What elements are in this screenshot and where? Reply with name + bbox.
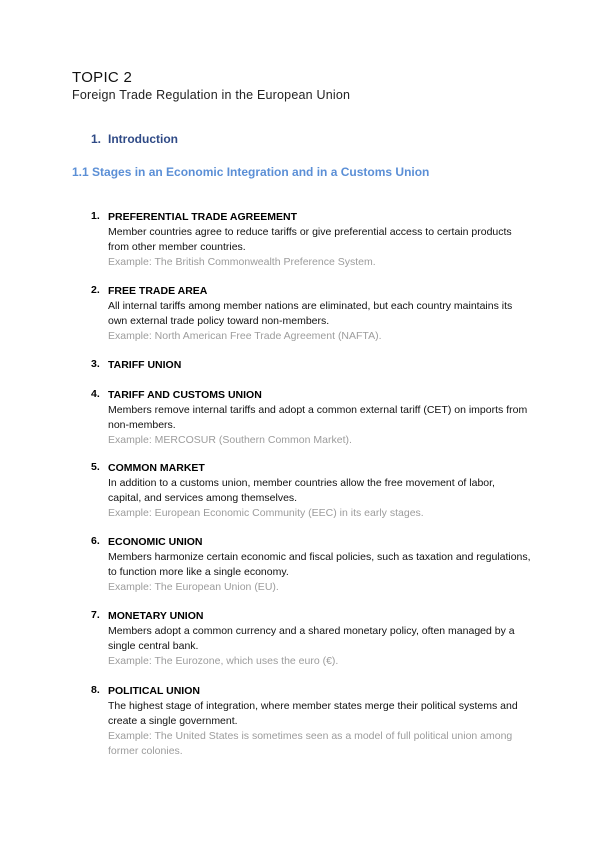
stage-title: POLITICAL UNION: [108, 685, 200, 697]
stage-number: 5.: [91, 461, 100, 473]
stage-description: The highest stage of integration, where member states merge their political systems and create a single government.: [108, 700, 518, 727]
stage-item: [91, 609, 531, 684]
stage-number: 8.: [91, 684, 100, 696]
stage-description: In addition to a customs union, member countries allow the free movement of labor, capital, and services among themselves.: [108, 477, 495, 504]
stage-example: Example: The Eurozone, which uses the euro (€).: [108, 655, 339, 667]
topic-title: TOPIC 2: [72, 69, 133, 86]
stage-number: 2.: [91, 284, 100, 296]
stage-title: PREFERENTIAL TRADE AGREEMENT: [108, 211, 298, 223]
stage-title: TARIFF UNION: [108, 359, 182, 371]
section-title: Introduction: [108, 132, 178, 146]
stage-number: 6.: [91, 535, 100, 547]
stage-item: [91, 284, 531, 358]
stage-number: 1.: [91, 210, 100, 222]
stage-description: Members adopt a common currency and a shared monetary policy, often managed by a single central bank.: [108, 625, 515, 652]
stage-item: [91, 461, 531, 535]
stage-title: ECONOMIC UNION: [108, 536, 203, 548]
stage-number: 3.: [91, 358, 100, 370]
stage-title: FREE TRADE AREA: [108, 285, 208, 297]
stage-example: Example: The European Union (EU).: [108, 581, 279, 593]
section-heading: [91, 132, 178, 146]
stage-number: 7.: [91, 609, 100, 621]
stage-title: TARIFF AND CUSTOMS UNION: [108, 389, 262, 401]
stage-item: [91, 535, 531, 609]
topic-subtitle: Foreign Trade Regulation in the European Union: [72, 88, 351, 102]
stage-item: [91, 358, 531, 388]
stage-example: Example: The United States is sometimes seen as a model of full political union among former colonies.: [108, 730, 513, 757]
stage-example: Example: The British Commonwealth Preference System.: [108, 256, 376, 268]
stage-description: Members harmonize certain economic and fiscal policies, such as taxation and regulations, to function more like a single economy.: [108, 551, 531, 578]
stage-item: [91, 684, 531, 758]
stages-list: [91, 210, 531, 758]
stage-description: Member countries agree to reduce tariffs or give preferential access to certain products from other member countries.: [108, 226, 512, 253]
stage-example: Example: MERCOSUR (Southern Common Market).: [108, 434, 352, 446]
stage-item: [91, 210, 531, 284]
stage-item: [91, 388, 531, 461]
stage-description: Members remove internal tariffs and adopt a common external tariff (CET) on imports from non-members.: [108, 404, 528, 431]
stage-number: 4.: [91, 388, 100, 400]
stage-title: MONETARY UNION: [108, 610, 204, 622]
subsection-heading: 1.1 Stages in an Economic Integration and in a Customs Union: [72, 165, 430, 179]
stage-example: Example: North American Free Trade Agreement (NAFTA).: [108, 330, 382, 342]
stage-title: COMMON MARKET: [108, 462, 205, 474]
stage-description: All internal tariffs among member nations are eliminated, but each country maintains its own external trade policy toward non-members.: [108, 300, 513, 327]
section-number: 1.: [91, 132, 102, 146]
stage-example: Example: European Economic Community (EEC) in its early stages.: [108, 507, 424, 519]
